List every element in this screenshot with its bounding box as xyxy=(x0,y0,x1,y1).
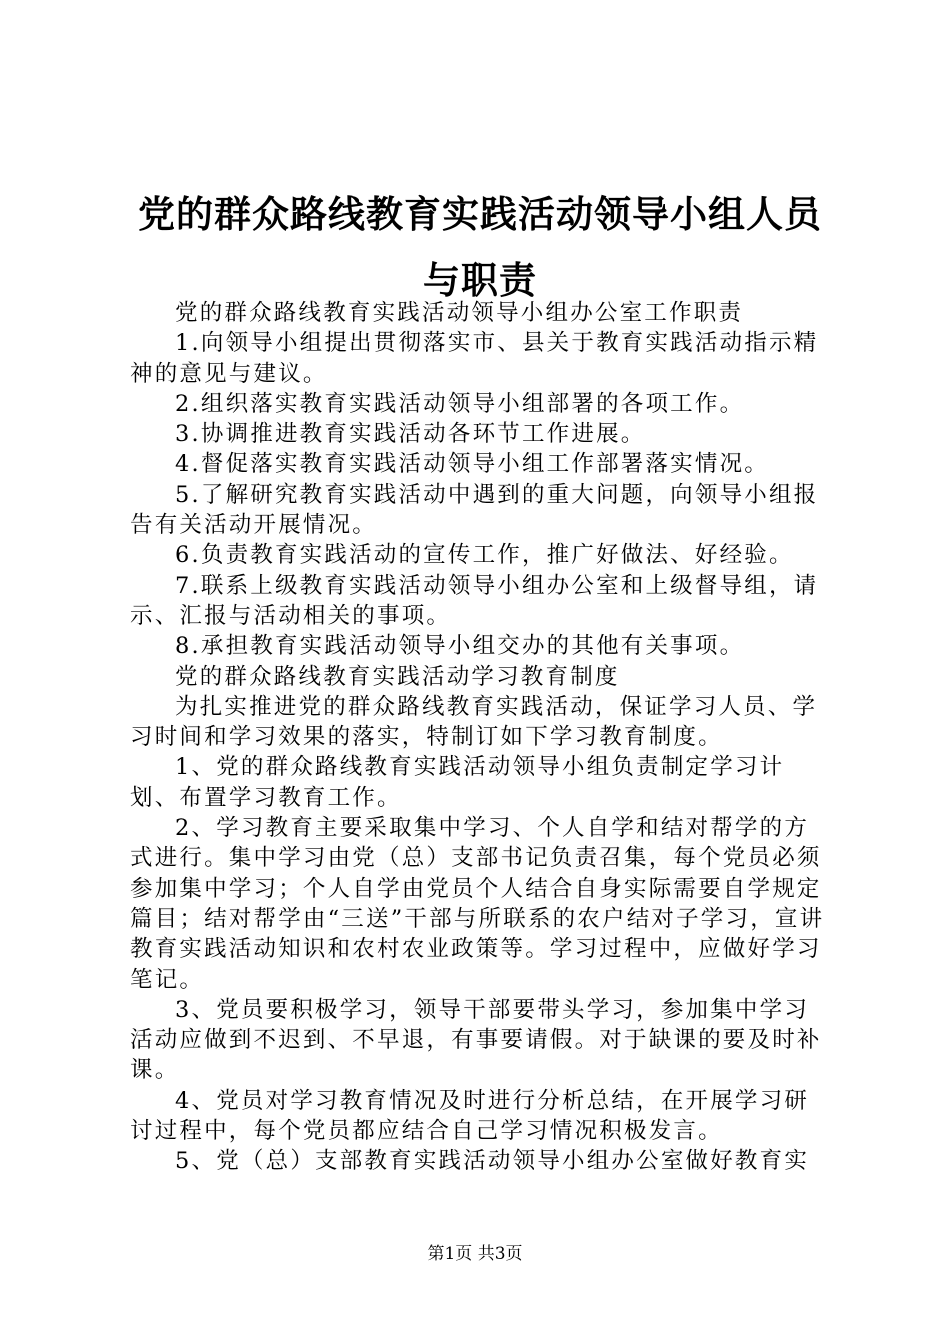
paragraph: 4、党员对学习教育情况及时进行分析总结，在开展学习研讨过程中，每个党员都应结合自己学习情况积极发言。 xyxy=(130,1087,810,1145)
paragraph: 5、党（总）支部教育实践活动领导小组办公室做好教育实 xyxy=(175,1148,810,1175)
paragraph: 7.联系上级教育实践活动领导小组办公室和上级督导组，请示、汇报与活动相关的事项。 xyxy=(130,572,819,629)
paragraph: 6.负责教育实践活动的宣传工作，推广好做法、好经验。 xyxy=(175,542,794,569)
paragraph: 8.承担教育实践活动领导小组交办的其他有关事项。 xyxy=(175,633,745,660)
paragraph: 2.组织落实教育实践活动领导小组部署的各项工作。 xyxy=(175,390,745,417)
paragraph: 4.督促落实教育实践活动领导小组工作部署落实情况。 xyxy=(175,451,769,478)
document-body xyxy=(130,298,830,1177)
paragraph: 2、学习教育主要采取集中学习、个人自学和结对帮学的方式进行。集中学习由党（总）支部书记负责召集，每个党员必须参加集中学习；个人自学由党员个人结合自身实际需要自学规定篇目；结对帮学由“三送”干部与所联系的农户结对子学习，宣讲教育实践活动知识和农村农业政策等。学习过程中，应做好学习笔记。 xyxy=(130,815,825,993)
paragraph: 3、党员要积极学习，领导干部要带头学习，参加集中学习活动应做到不迟到、不早退，有事要请假。对于缺课的要及时补课。 xyxy=(130,996,822,1084)
paragraph: 5.了解研究教育实践活动中遇到的重大问题，向领导小组报告有关活动开展情况。 xyxy=(130,481,819,539)
paragraph: 3.协调推进教育实践活动各环节工作进展。 xyxy=(175,421,646,448)
document-title: 党的群众路线教育实践活动领导小组人员与职责 xyxy=(138,193,822,302)
section-heading: 党的群众路线教育实践活动领导小组办公室工作职责 xyxy=(175,300,744,326)
paragraph: 1.向领导小组提出贯彻落实市、县关于教育实践活动指示精神的意见与建议。 xyxy=(130,330,819,387)
paragraph: 1、党的群众路线教育实践活动领导小组负责制定学习计划、布置学习教育工作。 xyxy=(130,754,785,811)
section-heading: 党的群众路线教育实践活动学习教育制度 xyxy=(175,663,620,690)
page-footer: 第1页 共3页 xyxy=(427,1244,523,1264)
paragraph: 为扎实推进党的群众路线教育实践活动，保证学习人员、学习时间和学习效果的落实，特制订如下学习教育制度。 xyxy=(130,693,818,751)
